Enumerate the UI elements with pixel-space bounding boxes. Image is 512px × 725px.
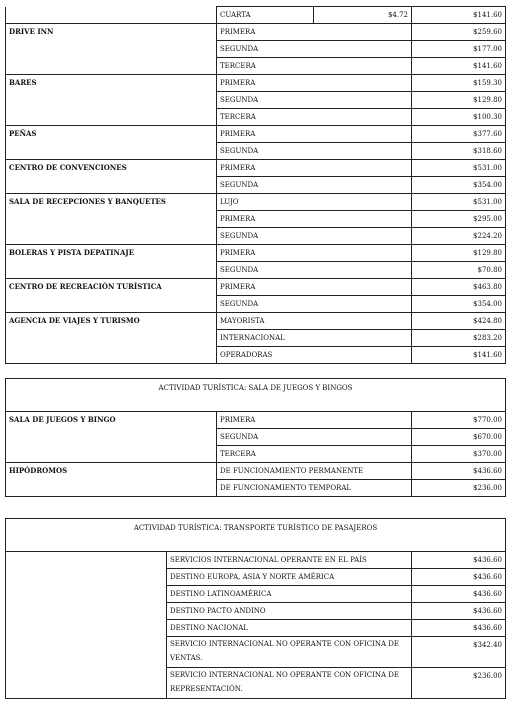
row-group: PEÑAS [6, 126, 217, 143]
row-class: SERVICIO INTERNACIONAL NO OPERANTE CON OFICINA DE VENTAS. [167, 637, 412, 668]
row-value: $141.60 [412, 58, 506, 75]
row-class: SERVICIO INTERNACIONAL NO OPERANTE CON OFICINA DE REPRESENTACIÓN. [167, 668, 412, 699]
row-value: $463.80 [412, 279, 506, 296]
row-value: $129.80 [412, 92, 506, 109]
row-group [6, 429, 217, 446]
table-row [6, 160, 506, 177]
row-class: SEGUNDA [217, 429, 412, 446]
row-class: DESTINO LATINOAMÉRICA [167, 586, 412, 603]
row-value: $531.00 [412, 160, 506, 177]
row-class: PRIMERA [217, 412, 412, 429]
table-row [6, 480, 506, 497]
row-value: $295.00 [412, 211, 506, 228]
row-group [6, 211, 217, 228]
row-value: $236.00 [412, 480, 506, 497]
row-value: $354.00 [412, 296, 506, 313]
row-value: $224.20 [412, 228, 506, 245]
row-group [6, 480, 217, 497]
row-class: DE FUNCIONAMIENTO TEMPORAL [217, 480, 412, 497]
row-class: DESTINO NACIONAL [167, 620, 412, 637]
row-class: INTERNACIONAL [217, 330, 412, 347]
row-value: $670.00 [412, 429, 506, 446]
table-row [6, 446, 506, 463]
row-value: $436.60 [412, 586, 506, 603]
row-value: $100.30 [412, 109, 506, 126]
row-group: CENTRO DE CONVENCIONES [6, 160, 217, 177]
row-class: PRIMERA [217, 24, 412, 41]
row-value: $370.00 [412, 446, 506, 463]
row-class: PRIMERA [217, 75, 412, 92]
table-row [6, 330, 506, 347]
table-row [6, 245, 506, 262]
row-group: SALA DE RECEPCIONES Y BANQUETES [6, 194, 217, 211]
row-group-empty [6, 552, 167, 699]
row-value: $436.60 [412, 620, 506, 637]
row-class: PRIMERA [217, 245, 412, 262]
row-class: SEGUNDA [217, 262, 412, 279]
table-row [6, 211, 506, 228]
row-class: SEGUNDA [217, 228, 412, 245]
row-group [6, 446, 217, 463]
row-class: DESTINO PACTO ANDINO [167, 603, 412, 620]
row-value: $424.80 [412, 313, 506, 330]
row-group: DRIVE INN [6, 24, 217, 41]
tariff-table-transport [5, 518, 506, 699]
row-class: TERCERA [217, 58, 412, 75]
table-row [6, 92, 506, 109]
row-group [6, 330, 217, 347]
row-class: PRIMERA [217, 279, 412, 296]
row-value: $436.60 [412, 569, 506, 586]
row-group [6, 92, 217, 109]
table-header-gaming: ACTIVIDAD TURÍSTICA: SALA DE JUEGOS Y BINGOS [6, 379, 506, 412]
table-row [6, 279, 506, 296]
table-row [6, 429, 506, 446]
row-value: $236.00 [412, 668, 506, 699]
row-group [6, 58, 217, 75]
table-row [6, 58, 506, 75]
table-row [6, 228, 506, 245]
row-value: $436.60 [412, 603, 506, 620]
row-value: $436.60 [412, 552, 506, 569]
table-row [6, 463, 506, 480]
row-group: CENTRO DE RECREACIÓN TURÍSTICA [6, 279, 217, 296]
table-row [6, 552, 506, 569]
row-group: SALA DE JUEGOS Y BINGO [6, 412, 217, 429]
row-group [6, 347, 217, 364]
table-row [6, 194, 506, 211]
row-value: $283.20 [412, 330, 506, 347]
row-group [6, 262, 217, 279]
table-row [6, 347, 506, 364]
row-class: PRIMERA [217, 160, 412, 177]
row-class: OPERADORAS [217, 347, 412, 364]
row-group [6, 177, 217, 194]
row-value: $436.60 [412, 463, 506, 480]
row-group: BOLERAS Y PISTA DEPATINAJE [6, 245, 217, 262]
row-value: $129.80 [412, 245, 506, 262]
table-row [6, 126, 506, 143]
row-value: $177.00 [412, 41, 506, 58]
row-class: PRIMERA [217, 126, 412, 143]
row-value: $354.00 [412, 177, 506, 194]
row-value: $342.40 [412, 637, 506, 668]
row-value: $259.60 [412, 24, 506, 41]
row-class: SEGUNDA [217, 177, 412, 194]
tariff-table-gaming [5, 378, 506, 497]
row-class: MAYORISTA [217, 313, 412, 330]
row-value: $141.60 [412, 7, 506, 24]
row-group [6, 109, 217, 126]
row-value: $770.00 [412, 412, 506, 429]
table-row [6, 109, 506, 126]
row-value: $141.60 [412, 347, 506, 364]
table-row [6, 41, 506, 58]
row-class: SEGUNDA [217, 41, 412, 58]
row-value: $318.60 [412, 143, 506, 160]
table-header-transport: ACTIVIDAD TURÍSTICA: TRANSPORTE TURÍSTICO DE PASAJEROS [6, 519, 506, 552]
row-value: $377.60 [412, 126, 506, 143]
row-group [6, 41, 217, 58]
table-row [6, 296, 506, 313]
row-unit-value: $4.72 [314, 7, 412, 24]
row-class: SEGUNDA [217, 296, 412, 313]
table-row [6, 177, 506, 194]
row-class: SEGUNDA [217, 92, 412, 109]
row-class: DESTINO EUROPA, ASIA Y NORTE AMÉRICA [167, 569, 412, 586]
row-group [6, 296, 217, 313]
table-row [6, 7, 506, 24]
table-row [6, 412, 506, 429]
row-group [6, 228, 217, 245]
table-row [6, 262, 506, 279]
row-class: TERCERA [217, 109, 412, 126]
row-class: PRIMERA [217, 211, 412, 228]
row-group: AGENCIA DE VIAJES Y TURISMO [6, 313, 217, 330]
row-class: TERCERA [217, 446, 412, 463]
row-value: $531.00 [412, 194, 506, 211]
table-row [6, 75, 506, 92]
table-row [6, 313, 506, 330]
row-class: SEGUNDA [217, 143, 412, 160]
row-class: DE FUNCIONAMIENTO PERMANENTE [217, 463, 412, 480]
table-row [6, 24, 506, 41]
row-class: SERVICIOS INTERNACIONAL OPERANTE EN EL PAÍS [167, 552, 412, 569]
row-class: LUJO [217, 194, 412, 211]
row-group [6, 143, 217, 160]
row-group [6, 7, 217, 24]
table-row [6, 143, 506, 160]
row-group: BARES [6, 75, 217, 92]
tariff-table-establishments [5, 6, 506, 364]
row-value: $70.80 [412, 262, 506, 279]
row-group: HIPÓDROMOS [6, 463, 217, 480]
row-class: CUARTA [217, 7, 314, 24]
row-value: $159.30 [412, 75, 506, 92]
